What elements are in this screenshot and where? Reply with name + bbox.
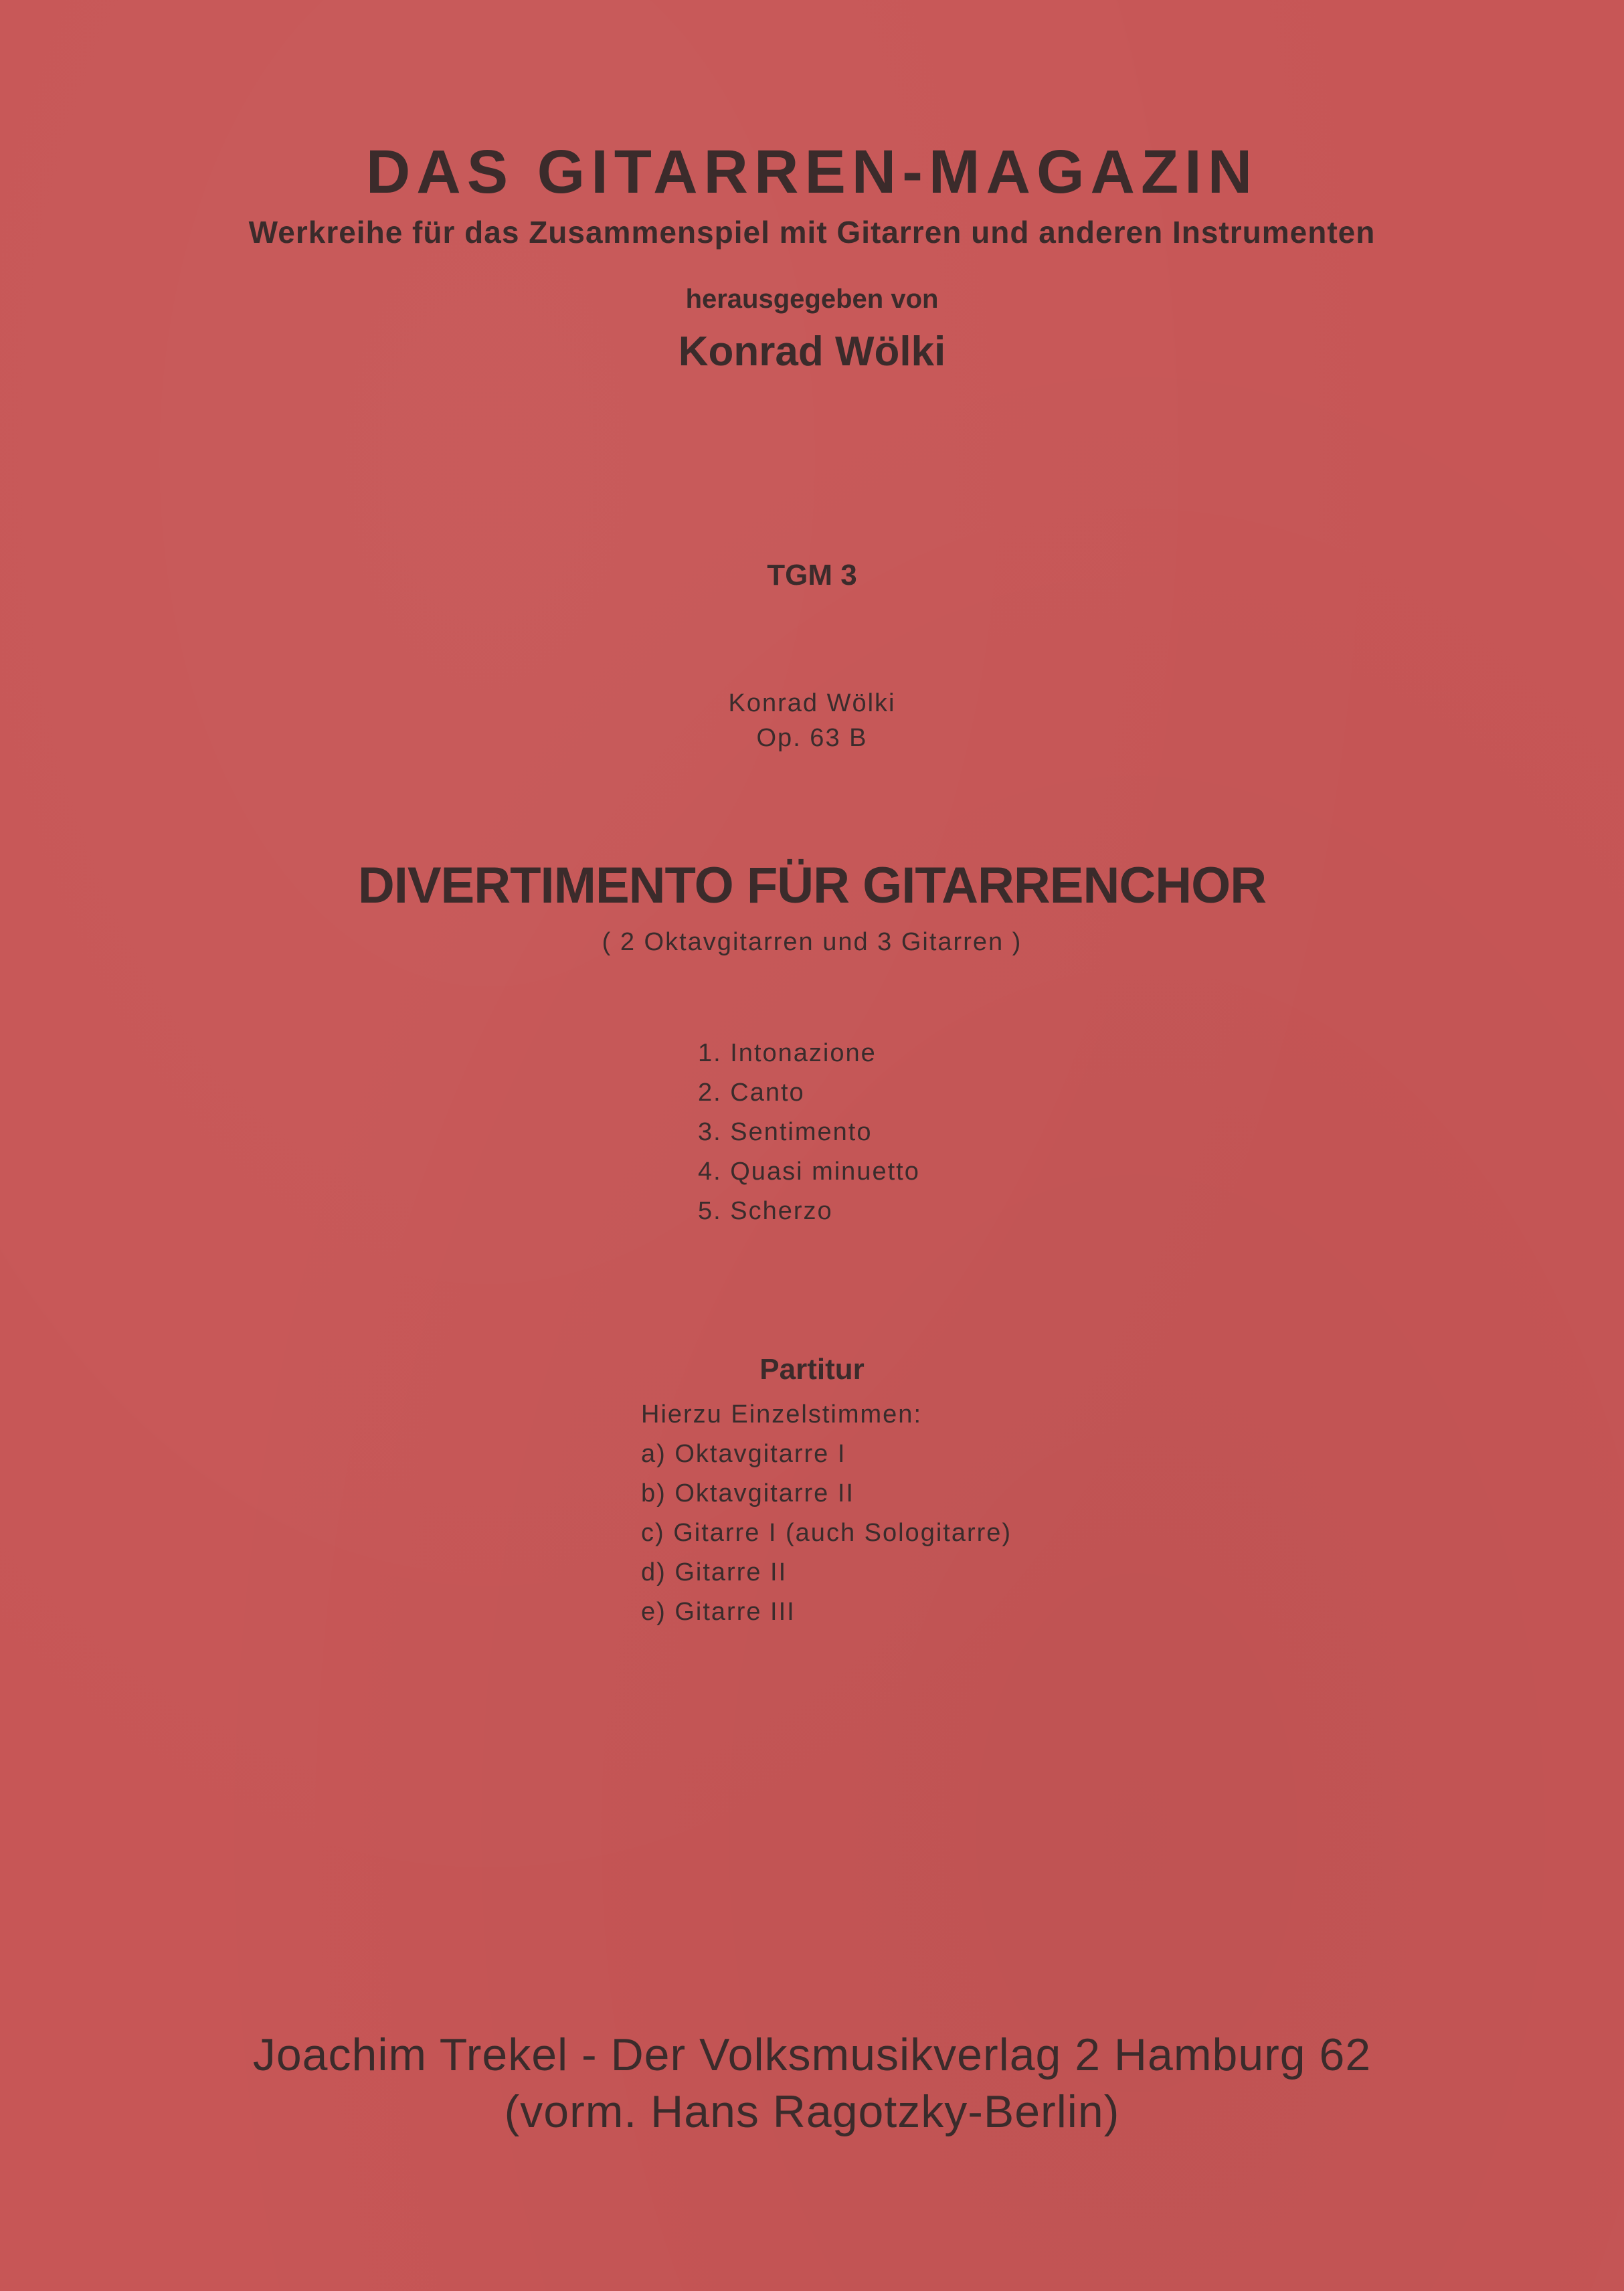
series-subtitle: Werkreihe für das Zusammenspiel mit Gitarren und anderen Instrumenten xyxy=(248,215,1376,250)
movement-item: 4. Quasi minuetto xyxy=(698,1158,920,1186)
score-label: Partitur xyxy=(759,1353,865,1386)
movement-item: 5. Scherzo xyxy=(698,1197,833,1225)
parts-list xyxy=(641,1395,1012,1632)
parts-intro: Hierzu Einzelstimmen: xyxy=(641,1400,922,1429)
editor-name: Konrad Wölki xyxy=(678,329,946,375)
work-subtitle: ( 2 Oktavgitarren und 3 Gitarren ) xyxy=(602,928,1022,956)
part-item: e) Gitarre III xyxy=(641,1598,796,1626)
composer-name: Konrad Wölki xyxy=(728,689,896,717)
publisher-line: Joachim Trekel - Der Volksmusikverlag 2 Hamburg 62 xyxy=(252,2029,1372,2080)
part-item: a) Oktavgitarre I xyxy=(641,1440,846,1468)
series-title: DAS GITARREN-MAGAZIN xyxy=(365,138,1259,206)
movement-item: 1. Intonazione xyxy=(698,1039,877,1067)
movement-item: 3. Sentimento xyxy=(698,1118,873,1146)
opus-number: Op. 63 B xyxy=(756,724,868,752)
part-item: c) Gitarre I (auch Sologitarre) xyxy=(641,1519,1012,1547)
publisher-former-line: (vorm. Hans Ragotzky-Berlin) xyxy=(504,2086,1120,2137)
editor-label: herausgegeben von xyxy=(685,284,939,314)
part-item: b) Oktavgitarre II xyxy=(641,1479,854,1507)
movement-item: 2. Canto xyxy=(698,1079,805,1107)
catalog-number: TGM 3 xyxy=(767,559,857,591)
part-item: d) Gitarre II xyxy=(641,1558,788,1586)
movement-list xyxy=(698,1034,920,1231)
work-title: DIVERTIMENTO FÜR GITARRENCHOR xyxy=(357,857,1267,914)
